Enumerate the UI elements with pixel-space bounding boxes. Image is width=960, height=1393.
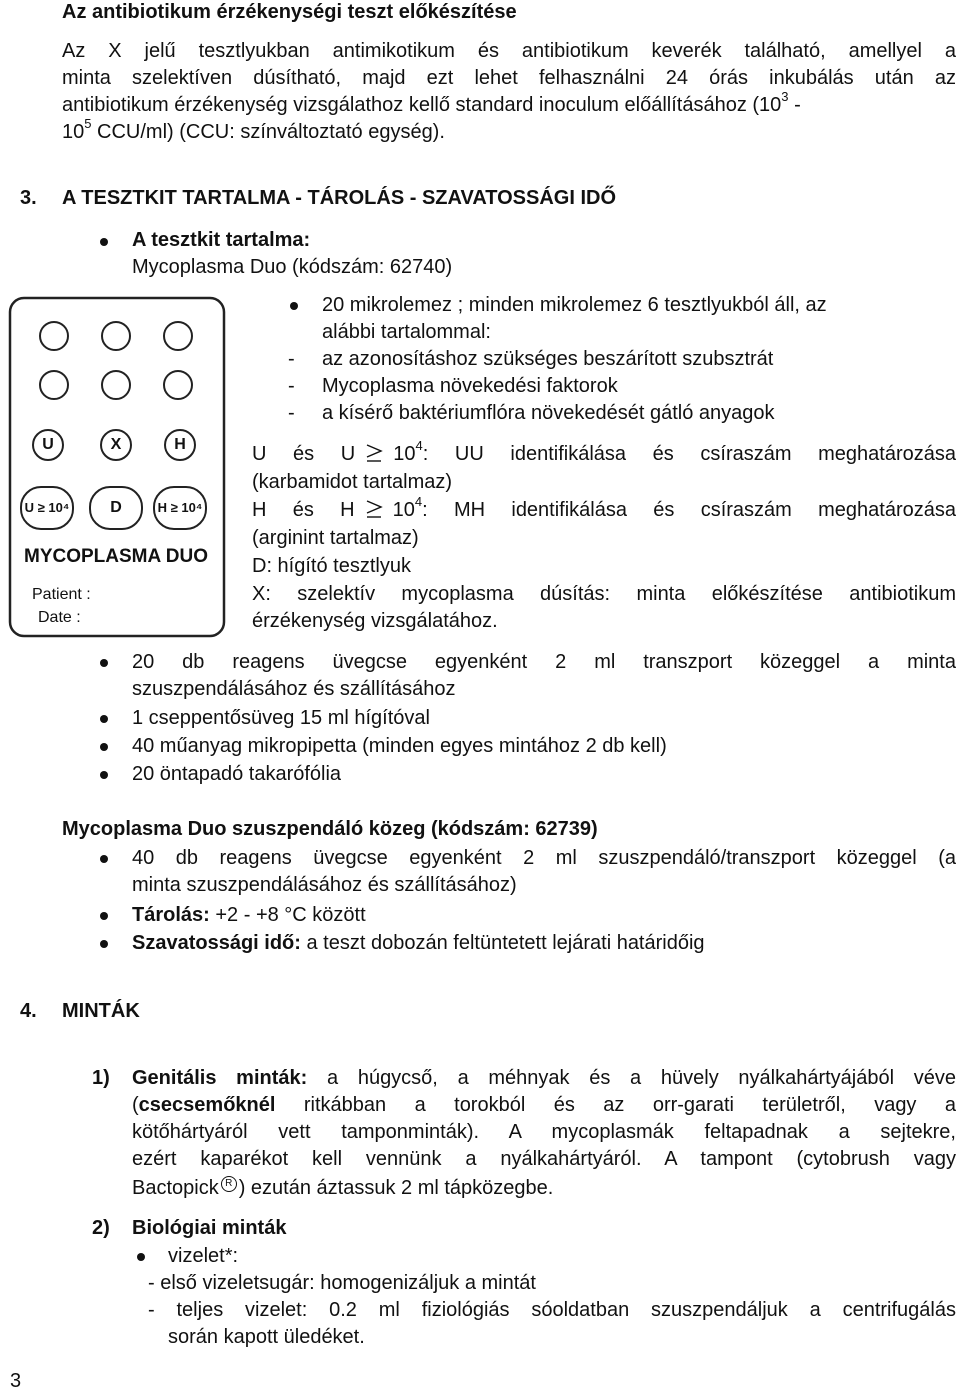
item1-line5: Bactopick R ) ezután áztassuk 2 ml tápközegbe.	[132, 1177, 554, 1199]
medium-heading: Mycoplasma Duo szuszpendáló közeg (kódszám: 62739)	[62, 818, 598, 840]
plate-content-item: Mycoplasma növekedési faktorok	[322, 375, 618, 397]
d-well-description: D: hígító tesztlyuk	[252, 555, 411, 577]
h-well-description: H és H $10^4$: MH identifikálása és csíraszám meghatározása	[252, 494, 957, 521]
microplate-illustration	[8, 296, 226, 638]
section-4-title: MINTÁK	[62, 1000, 140, 1022]
kit-name: Mycoplasma Duo (kódszám: 62740)	[132, 256, 453, 278]
medium-item-cont: minta szuszpendálásához és szállításához)	[132, 874, 517, 896]
kit-label: A tesztkit tartalma:	[132, 229, 311, 251]
item1-number: 1)	[92, 1067, 110, 1089]
plate-desc-line1: 20 mikrolemez ; minden mikrolemez 6 tesztlyukból áll, az	[322, 294, 827, 316]
section-3-title: A TESZTKIT TARTALMA - TÁROLÁS - SZAVATOSSÁGI IDŐ	[62, 187, 617, 209]
bullet-icon	[137, 1253, 145, 1261]
well-x-label: X	[110, 436, 122, 453]
plate-patient-label: Patient :	[32, 586, 91, 603]
bullet-icon	[100, 659, 108, 667]
urine-label: vizelet*:	[168, 1245, 239, 1267]
bullet-icon	[290, 302, 298, 310]
u-well-note: (karbamidot tartalmaz)	[252, 471, 453, 493]
prep-para-line4: $10^5$ CCU/ml) (CCU: színváltoztató egység).	[62, 116, 445, 143]
x-well-note: érzékenység vizsgálatához.	[252, 610, 498, 632]
well-u-10-4-label: U ≥ 10⁴	[24, 500, 70, 515]
prep-para-line1: Az X jelű tesztlyukban antimikotikum és antibiotikum keverék található, amellyel a	[62, 40, 956, 62]
urine-sub1: - első vizeletsugár: homogenizáljuk a mintát	[148, 1272, 536, 1294]
kit-item: 20 öntapadó takarófólia	[132, 763, 342, 785]
bullet-icon	[100, 855, 108, 863]
geq-icon	[365, 499, 383, 519]
plate-date-label: Date :	[38, 609, 81, 626]
item1-line2: (csecsemőknél ritkábban a torokból és az orr-garati területről, vagy a	[132, 1094, 956, 1116]
urine-sub2-line2: során kapott üledéket.	[168, 1326, 365, 1348]
kit-item-cont: szuszpendálásához és szállításához	[132, 678, 456, 700]
kit-item: 1 cseppentősüveg 15 ml hígítóval	[132, 707, 430, 729]
item1-line3: kötőhártyáról vett tamponminták). A mycoplasmák feltapadnak a sejtekre,	[132, 1121, 956, 1143]
bullet-icon	[100, 715, 108, 723]
kit-item: 40 műanyag mikropipetta (minden egyes mintához 2 db kell)	[132, 735, 667, 757]
kit-item: 20 db reagens üvegcse egyenként 2 ml transzport közeggel a minta	[132, 651, 956, 673]
plate-content-item: az azonosításhoz szükséges beszárított szubsztrát	[322, 348, 774, 370]
dash-marker: -	[288, 375, 295, 397]
bullet-icon	[100, 912, 108, 920]
medium-item: 40 db reagens üvegcse egyenként 2 ml szuszpendáló/transzport közeggel (a	[132, 847, 956, 869]
bullet-icon	[100, 238, 108, 246]
prep-para-line3: antibiotikum érzékenység vizsgálathoz kellő standard inoculum előállításához ($10^3$ -	[62, 89, 801, 116]
section-3-number: 3.	[20, 187, 37, 209]
u-well-description: U és U $10^4$: UU identifikálása és csíraszám meghatározása	[252, 438, 956, 465]
x-well-description: X: szelektív mycoplasma dúsítás: minta előkészítése antibiotikum	[252, 583, 956, 605]
plate-brand: MYCOPLASMA DUO	[24, 546, 209, 567]
bullet-icon	[100, 940, 108, 948]
bullet-icon	[100, 771, 108, 779]
h-well-note: (arginint tartalmaz)	[252, 527, 419, 549]
geq-icon	[365, 443, 383, 463]
well-d-label: D	[110, 499, 122, 516]
item1-line1: Genitális minták: a húgycső, a méhnyak és a hüvely nyálkahártyájából véve	[132, 1067, 956, 1089]
storage-line: Tárolás: +2 - +8 °C között	[132, 904, 366, 926]
well-u-label: U	[42, 436, 54, 453]
item2-label: Biológiai minták	[132, 1217, 287, 1239]
item1-line4: ezért kaparékot kell vennünk a nyálkahártyáról. A tampont (cytobrush vagy	[132, 1148, 956, 1170]
section-heading-prep: Az antibiotikum érzékenységi teszt előkészítése	[62, 1, 517, 23]
page-number: 3	[10, 1370, 22, 1392]
dash-marker: -	[288, 402, 295, 424]
prep-para-line2: minta szelektíven dúsítható, majd ezt lehet felhasználni 24 órás inkubálás után az	[62, 67, 956, 89]
well-h-10-4-label: H ≥ 10⁴	[157, 500, 203, 515]
registered-icon: R	[221, 1176, 237, 1192]
plate-desc-line2: alábbi tartalommal:	[322, 321, 491, 343]
expiry-line: Szavatossági idő: a teszt dobozán feltüntetett lejárati határidőig	[132, 932, 705, 954]
dash-marker: -	[288, 348, 295, 370]
well-h-label: H	[174, 436, 186, 453]
item2-number: 2)	[92, 1217, 110, 1239]
section-4-number: 4.	[20, 1000, 37, 1022]
bullet-icon	[100, 743, 108, 751]
urine-sub2-line1: - teljes vizelet: 0.2 ml fiziológiás sóoldatban szuszpendáljuk a centrifugálás	[148, 1299, 956, 1321]
plate-content-item: a kísérő baktériumflóra növekedését gátló anyagok	[322, 402, 775, 424]
